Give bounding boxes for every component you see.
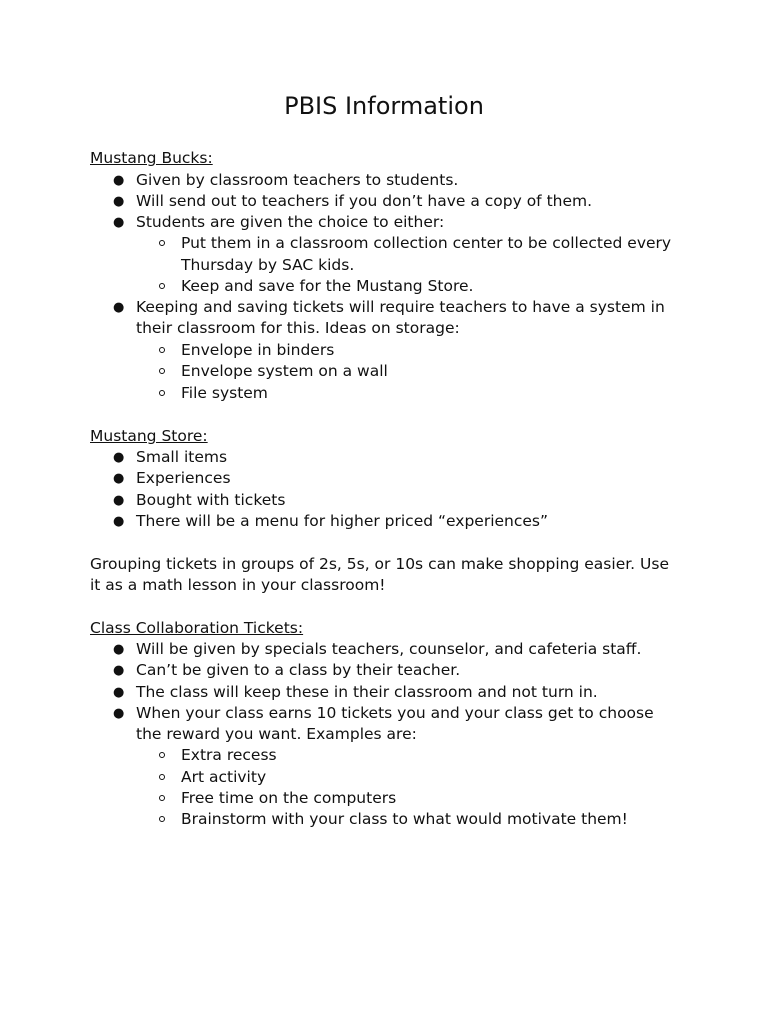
sub-list-item: Free time on the computers <box>181 789 397 807</box>
hollow-bullet-icon <box>159 774 165 780</box>
sub-list-item: Envelope system on a wall <box>181 362 388 380</box>
section-heading-class-collaboration: Class Collaboration Tickets: <box>90 619 304 637</box>
list-item: Students are given the choice to either: <box>136 213 445 231</box>
list-item: Experiences <box>136 469 231 487</box>
bullet-icon: ● <box>113 471 125 486</box>
list-item: Will send out to teachers if you don’t have a copy of them. <box>136 192 593 210</box>
bullet-icon: ● <box>113 493 125 508</box>
bullet-icon: ● <box>113 685 125 700</box>
hollow-bullet-icon <box>159 347 165 353</box>
bullet-icon: ● <box>113 215 125 230</box>
hollow-bullet-icon <box>159 368 165 374</box>
list-item: When your class earns 10 tickets you and your class get to choose <box>136 704 654 722</box>
hollow-bullet-icon <box>159 240 165 246</box>
hollow-bullet-icon <box>159 283 165 289</box>
list-item: Keeping and saving tickets will require teachers to have a system in <box>136 298 665 316</box>
hollow-bullet-icon <box>159 816 165 822</box>
page-title: PBIS Information <box>284 92 484 120</box>
bullet-icon: ● <box>113 194 125 209</box>
hollow-bullet-icon <box>159 390 165 396</box>
bullet-icon: ● <box>113 300 125 315</box>
sub-list-item: Art activity <box>181 768 267 786</box>
section-heading-mustang-bucks: Mustang Bucks: <box>90 149 213 167</box>
sub-list-item: Put them in a classroom collection center to be collected every <box>181 234 672 252</box>
sub-list-item: Envelope in binders <box>181 341 335 359</box>
list-item: Can’t be given to a class by their teacher. <box>136 661 461 679</box>
paragraph-line: it as a math lesson in your classroom! <box>90 576 386 594</box>
list-item-continuation: their classroom for this. Ideas on storage: <box>136 319 460 337</box>
list-item: Given by classroom teachers to students. <box>136 171 459 189</box>
bullet-icon: ● <box>113 514 125 529</box>
bullet-icon: ● <box>113 706 125 721</box>
hollow-bullet-icon <box>159 752 165 758</box>
list-item-continuation: the reward you want. Examples are: <box>136 725 417 743</box>
sub-list-item-continuation: Thursday by SAC kids. <box>181 256 355 274</box>
list-item: There will be a menu for higher priced “experiences” <box>136 512 549 530</box>
bullet-icon: ● <box>113 450 125 465</box>
bullet-icon: ● <box>113 642 125 657</box>
bullet-icon: ● <box>113 663 125 678</box>
list-item: The class will keep these in their classroom and not turn in. <box>136 683 598 701</box>
paragraph-line: Grouping tickets in groups of 2s, 5s, or 10s can make shopping easier. Use <box>90 555 669 573</box>
hollow-bullet-icon <box>159 795 165 801</box>
list-item: Small items <box>136 448 228 466</box>
list-item: Will be given by specials teachers, counselor, and cafeteria staff. <box>136 640 642 658</box>
list-item: Bought with tickets <box>136 491 286 509</box>
bullet-icon: ● <box>113 173 125 188</box>
sub-list-item: File system <box>181 384 268 402</box>
section-heading-mustang-store: Mustang Store: <box>90 427 208 445</box>
sub-list-item: Extra recess <box>181 746 277 764</box>
sub-list-item: Keep and save for the Mustang Store. <box>181 277 474 295</box>
sub-list-item: Brainstorm with your class to what would motivate them! <box>181 810 628 828</box>
